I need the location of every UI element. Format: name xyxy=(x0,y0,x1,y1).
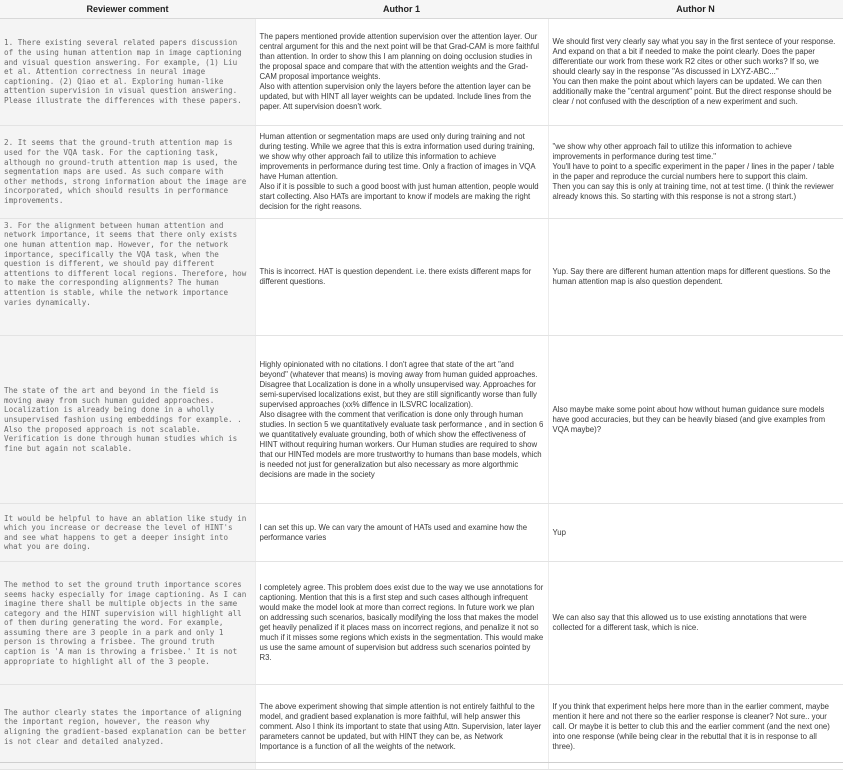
reviewer-comment-cell xyxy=(0,335,255,504)
reviewer-comment-cell xyxy=(0,504,255,562)
authorN-response-cell xyxy=(548,504,843,562)
authorN-response-text: We can also say that this allowed us to use existing annotations that were collected for a different task, which is nice. xyxy=(552,613,807,633)
table-row xyxy=(0,504,843,562)
authorN-response-cell xyxy=(548,685,843,770)
reviewer-comment-text: The method to set the ground truth importance scores seems hacky especially for image captioning. As I can imagine there shall be multiple objects in the same category and the HINT supervision will highlight all of them during generating the word. For example, assuming there are 3 people in a park and only 1 person is throwing a frisbee. The ground truth caption is 'A man is throwing a frisbee.' It is not appropriate to highlight all of the 3 people. xyxy=(4,579,247,666)
author1-response-cell xyxy=(255,685,548,770)
reviewer-comment-text: The author clearly states the importance of aligning the important region, however, the reason why aligning the gradient-based explanation can be better is not clear and detailed analyzed. xyxy=(4,707,247,746)
author1-response-cell xyxy=(255,125,548,218)
table-row xyxy=(0,562,843,685)
reviewer-comment-cell xyxy=(0,218,255,335)
reviewer-comment-cell xyxy=(0,125,255,218)
author1-response-text: Human attention or segmentation maps are used only during training and not during testing. While we agree that this is extra information used during training, we show why other approach fail to utilize this information to achieve improvements in performance during test time. Only a fraction of images in VQA have Human attention. Also if it is possible to such a good boost with just human attention, people would start collecting. Also HATs are important to know if models are making the right decision for the right reasons. xyxy=(259,131,539,211)
reviewer-comment-text: The state of the art and beyond in the field is moving away from such human guided approaches. Localization is already being done in a wholly unsupervised fashion using embeddings for example. . Also the proposed approach is not scalable. Verification is done through human studies which is fine but again not scalable. xyxy=(4,386,242,453)
authorN-response-text: Yup. Say there are different human attention maps for different questions. So the human attention map is also question dependent. xyxy=(552,266,831,286)
authorN-response-text: Yup xyxy=(552,527,566,537)
authorN-response-text: Also maybe make some point about how without human guidance sure models have good accuracies, but they can be heavily biased (and give examples from VQA maybe)? xyxy=(552,404,826,434)
author1-response-cell xyxy=(255,218,548,335)
reviewer-comment-text: It would be helpful to have an ablation like study in which you increase or decrease the level of HINT's and see what happens to get a deeper insight into what you are doing. xyxy=(4,513,247,552)
authorN-response-cell xyxy=(548,125,843,218)
reviewer-comment-text: 2. It seems that the ground-truth attention map is used for the VQA task. For the captioning task, although no ground-truth attention map is used, the segmentation maps are used. As such compare with other methods, strong information about the image are incorporated, which should results in performance improvements. xyxy=(4,138,247,205)
reviewer-comment-text: 1. There existing several related papers discussion of the using human attention map in image captioning and visual question answering. For example, (1) Liu et al. Attention correctness in neural image captioning. (2) Qiao et al. Exploring human-like attention supervision in visual question answering. Please illustrate the differences with these papers. xyxy=(4,38,242,105)
author1-response-text: This is incorrect. HAT is question dependent. i.e. there exists different maps for different questions. xyxy=(259,266,532,286)
table-row xyxy=(0,19,843,126)
author1-response-text: I completely agree. This problem does exist due to the way we use annotations for captioning. Mention that this is a first step and such cases although infrequent would make the model look at more than correct regions. In future work we plan on addressing such scenarios, basically modifying the loss that makes the model get heavily penalized if it places mass on incorrect regions, and penalize it not so much if it misses some regions which exists in the segmentation. This would make us use the same amount of supervision but address such scenarios pointed by R3. xyxy=(259,583,544,663)
author1-response-cell xyxy=(255,562,548,685)
reviewer-comment-cell xyxy=(0,19,255,126)
table-row xyxy=(0,218,843,335)
table-row xyxy=(0,685,843,770)
author1-response-text: The papers mentioned provide attention supervision over the attention layer. Our central argument for this and the next point will be that Grad-CAM is more faithful than attention. In order to show this I am planning on doing occlusion studies in the proposal space and compare that with the attention weights and the Grad-CAM proposal importance weights. Also with attention supervision only the layers before the attention layer can be updated, but with HINT all layer weights can be updated. Include lines from the paper. Att supervision doesn't work. xyxy=(259,31,540,111)
bottom-divider xyxy=(0,762,843,763)
authorN-response-text: If you think that experiment helps here more than in the earlier comment, maybe mention it here and not there so the earlier response is cleaner? Not sure.. your call. Or maybe it is better to club this and the earlier comment (and the next one) into one response (while being clear in the rebuttal that it is in response to all three). xyxy=(552,702,830,752)
reviewer-comment-cell xyxy=(0,562,255,685)
author1-response-text: I can set this up. We can vary the amount of HATs used and examine how the performance varies xyxy=(259,522,528,542)
table-row xyxy=(0,125,843,218)
authorN-response-cell xyxy=(548,562,843,685)
authorN-response-text: We should first very clearly say what you say in the first sentece of your response. And expand on that a bit if needed to make the point clearly. Does the paper differentiate our work from these work R2 cites or other such works? If so, we should clearly say in the response "As discussed in LXYZ-ABC..." You can then make the point about which layers can be updated. We can then additionally make the "central argument" point. But the direct response should be clear / not confused with the description of a new experiment and such. xyxy=(552,36,836,106)
authorN-response-text: "we show why other approach fail to utilize this information to achieve improvements in performance during test time." You'll have to point to a specific experiment in the paper / lines in the paper / table in the paper and reproduce the curcial numbers here to support this claim. Then you can say this is only at training time, not at test time. (I think the reviewer already knows this. So starting with this response is not a strong start.) xyxy=(552,141,835,201)
reviewer-column-header: Reviewer comment xyxy=(0,0,255,19)
authorN-response-cell xyxy=(548,335,843,504)
author1-response-cell xyxy=(255,504,548,562)
author1-column-header: Author 1 xyxy=(255,0,548,19)
author1-response-cell xyxy=(255,19,548,126)
author1-response-text: The above experiment showing that simple attention is not entirely faithful to the model, and gradient based explanation is more faithful, will help answer this comment. Also I think its important to state that using Attn. Supervision, later layer parameters cannot be updated, but with HINT they can be, as Network Importance is a function of all the weights of the network. xyxy=(259,702,542,752)
reviewer-comment-cell xyxy=(0,685,255,770)
reviewer-comment-text: 3. For the alignment between human attention and network importance, it seems that there only exists one human attention map. However, for the network importance, specifically the VQA task, when the question is different, we should pay different attentions to different local regions. Therefore, how to make the corresponding alignments? The human attention is stable, while the network importance varies dynamically. xyxy=(4,220,247,307)
authorN-response-cell xyxy=(548,19,843,126)
author1-response-text: Highly opinionated with no citations. I don't agree that state of the art "and beyond" (whatever that means) is moving away from human guided approaches. Disagree that Localization is done in a wholly unsupervised way. Approaches for semi-supervised localizations exist, but they are still significantly worse than fully supervised approaches (xx% diffence in ILSVRC localization). Also disagree with the comment that verification is done only through human studies. In section 5 we quantitatively evaluate task performance , and in section 6 we quantitatively evaluate grounding, both of which show the effectiveness of HINT without requiring human workers. Our Human studies are required to show that our HINTed models are more trustworthy to humans than base models, which is needed not just for generalization but also necessary as more algorthmic decisions are made in the society xyxy=(259,359,544,479)
header-row xyxy=(0,0,843,19)
authorN-column-header: Author N xyxy=(548,0,843,19)
table-row xyxy=(0,335,843,504)
authorN-response-cell xyxy=(548,218,843,335)
author1-response-cell xyxy=(255,335,548,504)
